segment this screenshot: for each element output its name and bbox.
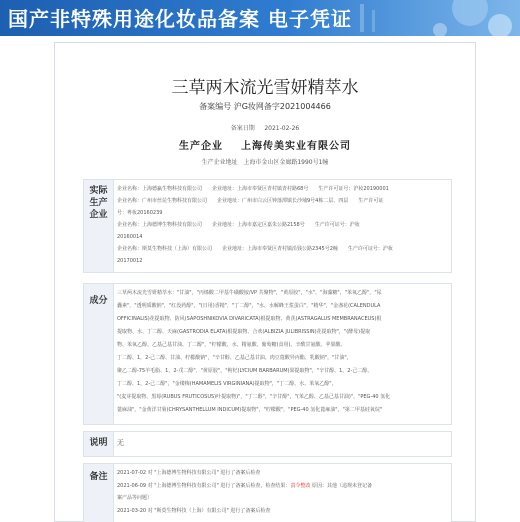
certificate-card [54,42,476,522]
banner-title: 国产非特殊用途化妆品备案 电子凭证 [8,7,352,31]
producer-address-row [55,157,475,166]
list-item: 提取物、水、丁二醇、天麻(GASTRODIA ELATA)根提取物、合欢(ALBIZIA JULIBRISSIN)花提取物"，"(酵母)提取 [117,329,371,335]
list-item: 物、苯氧乙醇、乙基己基甘油、丁二醇"，"柠檬酸、水、精氨酸、葡萄糖(食用)、辛酰甘氨酸、苹果酸、 [117,342,346,348]
list-item: OFFICINALIS)花提取物、防风(SAPOSHNIKOVIA DIVARICATA)根提取物、黄芪(ASTRAGALUS MEMBRANACEUS)根 [117,316,382,322]
banner [0,0,520,36]
ingredients-text [117,284,447,424]
remarks-section [83,431,452,457]
list-item: 2021-07-02 对 "上海德博生物科技有限公司" 进行了备案后检查 [117,470,261,476]
list-item: 蓖麻油"，"金黄洋甘菊(CHRYSANTHELLUM INDICUM)提取物"，"柠檬酸"，"PEG-40 氢化蓖麻油"，"第二甲基硅氧烷" [117,407,383,413]
list-item: 企业名称：斯莫生物科技（上海）有限公司 企业地址：上海市奉贤区青村镇沿钱公路2345号2幢 生产许可证号：沪妆 [117,246,393,252]
remarks-label: 说明 [84,432,114,456]
list-item: 号：粤妆20160239 [117,210,163,216]
ingredients-label: 成分 [84,284,114,424]
list-item: 20170012 [117,258,143,264]
list-item: 丁二醇、1，2-己二醇、甘油、柠檬酸钠"，"辛甘醇、乙基己基甘油、肉豆蔻酸异丙酯、乳酸钠"，"甘油"， [117,355,352,361]
actual-producers-section [83,179,452,273]
actual-producers-list [117,180,447,272]
list-item: 三草两木流光雪妍精萃水："甘油"，"丙烯酸二甲基牛磺酸铵/VP 共聚物"，"黄原胶"，"水"，"海藻糖"，"苯氧乙醇"，"尿 [117,290,382,296]
notes-section [83,463,452,522]
list-item: 案产品等问题） [117,495,153,501]
list-item: 2021-03-20 对 "斯莫生物科技（上海）有限公司" 进行了备案后检查 [117,508,271,514]
enforcement-result: 责令整改 [290,483,311,489]
filing-number: 备案编号 沪G妆网备字2021004466 [199,102,331,111]
filing-date-row [55,123,475,132]
producer-label: 生产企业 [179,141,224,152]
list-item: "(麦芽提取物、黑莓(RUBUS FRUTICOSUS)叶提取物)"，"丁二醇"，"辛甘醇"，"(苯乙醇、乙基己基甘油)"，"PEG-40 氢化 [117,394,391,400]
notes-list [117,464,447,522]
notes-label: 备注 [84,464,114,522]
producer-name: 上海传美实业有限公司 [240,141,351,152]
list-item: 企业名称：广州市丝芘生物科技有限公司 企业地址：广州市白云区钟落潭镇长沙埔9号4栋二层、四层 生产许可证 [117,198,384,204]
producer-row [55,137,475,152]
product-name: 三草两木流光雪妍精萃水 [171,78,359,98]
list-item: 20160014 [117,234,143,240]
producer-address-label: 生产企业地址 [201,159,238,166]
list-item: 企业名称：上海德赢生物科技有限公司 企业地址：上海市奉贤区青村镇青村路68号 生产许可证号：沪妆20190001 [117,186,389,192]
list-item: 丁二醇、1，2-己二醇"，"金缕梅(HAMAMELIS VIRGINIANA)提取物"，"丁二醇、水、苯氧乙醇"， [117,381,337,387]
ingredients-section [83,283,452,425]
producer-address: 上海市金山区金廊路1990号1幢 [243,159,329,166]
list-item: 聚乙二醇-75羊毛脂、1，2-戊二醇"，"黄原胶"，"枸杞(LYCIUM BARBARUM)果提取物"，"辛甘醇、1，2-己二醇、 [117,368,373,374]
filing-date-label: 备案日期 [230,125,255,132]
list-item: 囊素"，"透明质酸钠"，"红没药醇"，"(日用)香精"，"丁二醇"，"水、水解蜂王浆蛋白"，"精华"，"金盏花(CALENDULA [117,303,381,309]
remarks-text: 无 [117,439,124,447]
actual-producers-label: 实际 生产 企业 [84,180,114,272]
list-item: 企业名称：上海德博生物科技有限公司 企业地址：上海市嘉定区嘉朱公路2158号 生产许可证号：沪妆 [117,222,360,228]
list-item: 2021-06-09 对 "上海德博生物科技有限公司" 进行了备案后检查，检查结果：责令整改 原因：其他（违规未登记备 [117,483,373,489]
filing-date: 2021-02-26 [264,125,300,132]
